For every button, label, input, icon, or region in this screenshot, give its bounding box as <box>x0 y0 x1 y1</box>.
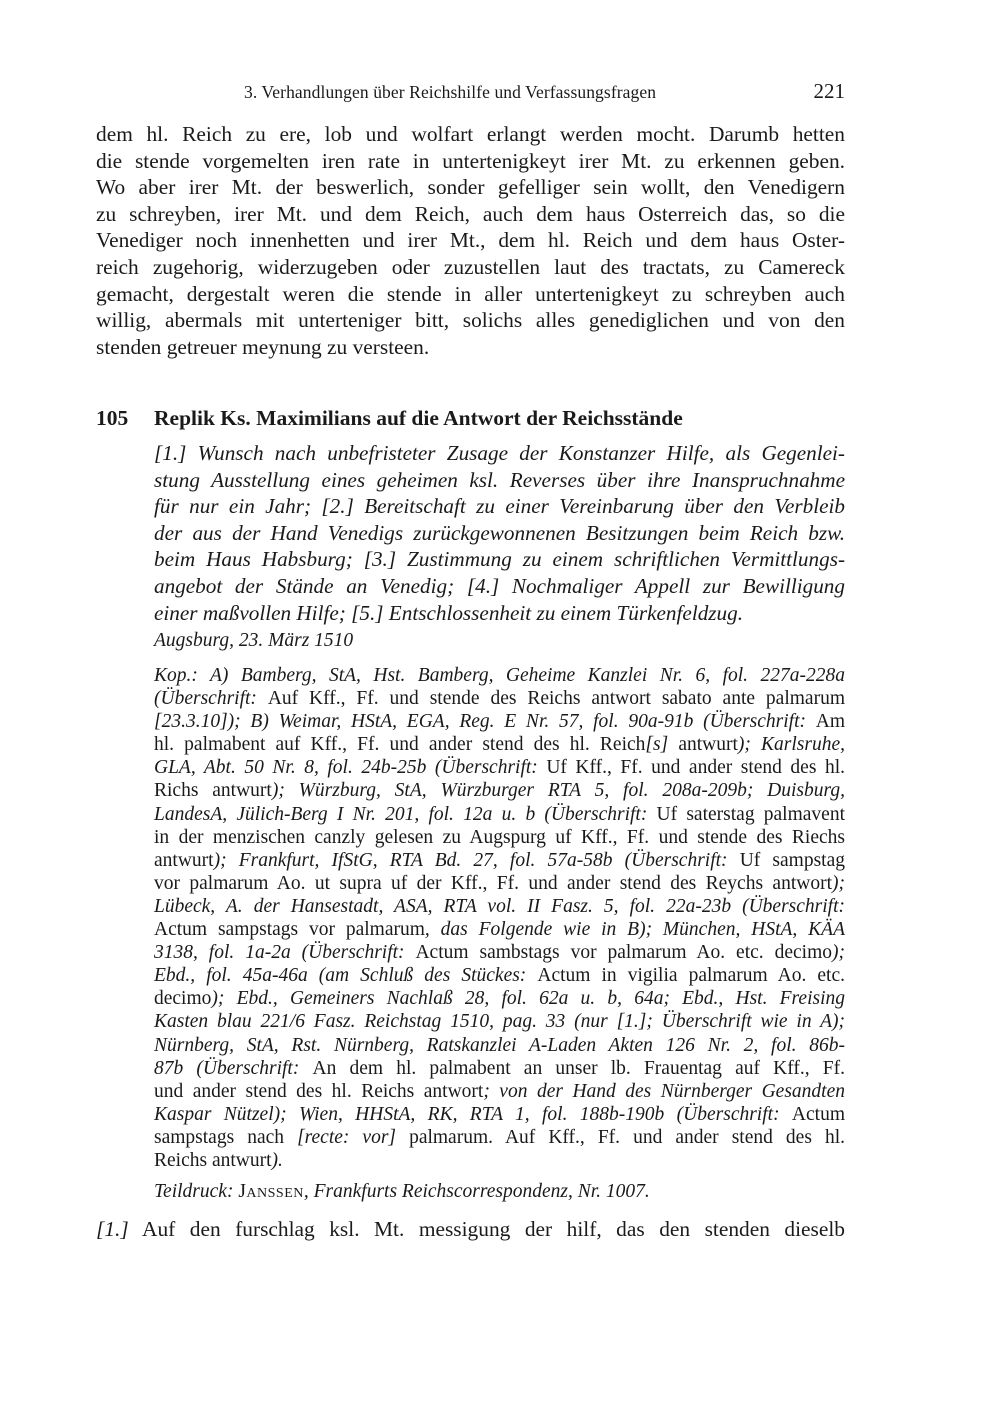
place-date: Augsburg, 23. März 1510 <box>154 630 354 651</box>
editorial-text: 3138, fol. 1a-2a (Überschrift: <box>154 942 416 964</box>
text-line: einer maßvollen Hilfe; [5.] Entschlossenheit zu einem Türkenfeldzug. <box>154 600 744 625</box>
quoted-text: Uf Kff., Ff. und ander stend des hl. <box>546 757 845 779</box>
source-line <box>154 1057 845 1080</box>
editorial-text: ). <box>271 1149 283 1171</box>
source-line <box>154 710 845 733</box>
source-line <box>154 1103 845 1126</box>
source-line <box>154 1034 845 1057</box>
running-head <box>96 79 845 106</box>
text-line: angebot der Stände an Venedig; [4.] Nochmaliger Appell zur Bewilligung <box>154 573 845 598</box>
teildruck-reference: , Frankfurts Reichscorrespondenz, Nr. 1007. <box>303 1181 650 1202</box>
teildruck-label: Teildruck: <box>154 1181 239 1202</box>
editorial-text: GLA, Abt. 50 Nr. 8, fol. 24b-25b (Überschrift: <box>154 757 547 779</box>
editorial-text: (Überschrift: <box>154 688 268 710</box>
editorial-text: ; von der Hand des Nürnberger Gesandten <box>483 1080 845 1102</box>
editorial-text: Ebd., fol. 45a-46a (am Schluß des Stückes: <box>154 965 538 987</box>
editorial-text: [s] <box>645 734 679 756</box>
quoted-text: und ander stend des hl. Reichs antwort <box>154 1080 484 1102</box>
quoted-text: An dem hl. palmabent an unser lb. Frauentag auf Kff., Ff. <box>312 1057 846 1079</box>
quoted-text: Richs antwurt <box>154 780 272 802</box>
source-line <box>154 1149 845 1172</box>
quoted-text: decimo <box>154 988 212 1010</box>
quoted-text: Am <box>815 711 845 733</box>
source-line <box>154 872 845 895</box>
editorial-text: ); Karlsruhe, <box>737 734 845 756</box>
regest <box>154 440 845 626</box>
text-line: die stende vorgemelten iren rate in untertenigkeyt irer Mt. zu erkennen geben. <box>96 148 845 173</box>
text-line-final <box>96 1217 845 1242</box>
editorial-text: , das Folgende wie in B); München, HStA, KÄA <box>424 919 845 941</box>
quoted-text: palmarum. Auf Kff., Ff. und ander stend des hl. <box>409 1126 845 1148</box>
text-line: dem hl. Reich zu ere, lob und wolfart erlangt werden mocht. Darumb hetten <box>96 122 845 146</box>
editorial-text: LandesA, Jülich-Berg I Nr. 201, fol. 12a u. b (Überschrift: <box>154 803 657 825</box>
text-line: Wo aber irer Mt. der beswerlich, sonder gefelliger sein wollt, den Venedigern <box>96 175 845 200</box>
opening-paragraph <box>96 121 845 360</box>
source-line <box>154 987 845 1010</box>
source-apparatus <box>154 664 845 1172</box>
source-line <box>154 664 845 687</box>
page-number: 221 <box>813 79 845 103</box>
quoted-text: Uf saterstag palmavent <box>656 803 845 825</box>
quoted-text: Reichs antwurt <box>154 1149 272 1171</box>
source-line <box>154 849 845 872</box>
document-number: 105 <box>96 406 129 430</box>
quoted-text: in der menzischen canzly gelesen zu Augspurg uf Kff., Ff. und stende des Riechs <box>154 826 845 848</box>
text-line: für nur ein Jahr; [2.] Bereitschaft zu einer Vereinbarung über den Verbleib <box>154 494 845 519</box>
text-line: stung Ausstellung eines geheimen ksl. Reverses über ihre Inanspruchnahme <box>154 467 845 492</box>
text-line: [1.] Wunsch nach unbefristeter Zusage der Konstanzer Hilfe, als Gegenlei- <box>154 441 845 465</box>
quoted-text: antwurt <box>154 849 214 871</box>
document-heading <box>96 406 845 431</box>
source-line <box>154 1010 845 1033</box>
source-line <box>154 687 845 710</box>
source-line <box>154 941 845 964</box>
editorial-text: ); Würzburg, StA, Würzburger RTA 5, fol. 208a-209b; Duisburg, <box>271 780 846 802</box>
editorial-text: Lübeck, A. der Hansestadt, ASA, RTA vol. II Fasz. 5, fol. 22a-23b (Überschrift: <box>154 895 845 917</box>
source-line <box>154 1126 845 1149</box>
running-title: 3. Verhandlungen über Reichshilfe und Verfassungsfragen <box>244 82 657 102</box>
editorial-text: Kasten blau 221/6 Fasz. Reichstag 1510, pag. 33 (nur [1.]; Überschrift wie in A); <box>154 1011 845 1033</box>
source-line <box>154 918 845 941</box>
editorial-text: Kop.: A) Bamberg, StA, Hst. Bamberg, Geheime Kanzlei Nr. 6, fol. 227a-228a <box>154 665 845 686</box>
quoted-text: Uf sampstag <box>739 849 845 871</box>
editorial-text: [23.3.10]); B) Weimar, HStA, EGA, Reg. E Nr. 57, fol. 90a-91b (Überschrift: <box>154 711 816 733</box>
source-line <box>154 733 845 756</box>
editorial-text: ); Frankfurt, IfStG, RTA Bd. 27, fol. 57a-58b (Überschrift: <box>213 849 740 871</box>
source-line <box>154 1080 845 1103</box>
quoted-text: Actum sambstags vor palmarum Ao. etc. decimo <box>415 942 832 964</box>
editorial-text: [recte: vor] <box>297 1126 410 1148</box>
editorial-text: ); <box>832 872 845 894</box>
quoted-text: Actum in vigilia palmarum Ao. etc. <box>537 965 845 987</box>
quoted-text: Actum sampstags vor palmarum <box>154 919 425 941</box>
source-line <box>154 895 845 918</box>
text-line: reich zugehorig, widerzugeben oder zuzustellen laut des tractats, zu Camereck <box>96 254 845 279</box>
source-line <box>154 756 845 779</box>
quoted-text: sampstags nach <box>154 1126 298 1148</box>
source-line <box>154 964 845 987</box>
quoted-text: vor palmarum Ao. ut supra uf der Kff., Ff. und ander stend des Reychs antwort <box>154 872 832 894</box>
text-line: Venediger noch innenhetten und irer Mt., dem hl. Reich und dem haus Oster- <box>96 228 845 253</box>
editorial-text: ); <box>832 942 845 964</box>
source-line <box>154 826 845 849</box>
text-line: gemacht, dergestalt weren die stende in aller untertenigkeyt zu schreyben auch <box>96 281 845 306</box>
quoted-text: hl. palmabent auf Kff., Ff. und ander stend des hl. Reich <box>154 734 646 756</box>
source-line <box>154 803 845 826</box>
quoted-text: Auf Kff., Ff. und stende des Reichs antwort sabato ante palmarum <box>267 688 845 710</box>
quoted-text: antwurt <box>678 734 738 756</box>
text-line: der aus der Hand Venedigs zurückgewonnenen Besitzungen beim Reich bzw. <box>154 520 845 545</box>
editorial-text: ); Ebd., Gemeiners Nachlaß 28, fol. 62a u. b, 64a; Ebd., Hst. Freising <box>211 988 845 1010</box>
text-line: zu schreyben, irer Mt. und dem Reich, auch dem haus Osterreich das, so die <box>96 201 845 226</box>
text-line: beim Haus Habsburg; [3.] Zustimmung zu einem schriftlichen Vermittlungs- <box>154 547 845 572</box>
final-line-text: Auf den furschlag ksl. Mt. messigung der hilf, das den stenden dieselb <box>128 1217 845 1241</box>
teildruck-author: Janssen <box>238 1181 304 1202</box>
teildruck-note <box>154 1181 845 1203</box>
editorial-text: Nürnberg, StA, Rst. Nürnberg, Ratskanzlei A-Laden Akten 126 Nr. 2, fol. 86b- <box>154 1034 845 1056</box>
document-title: Replik Ks. Maximilians auf die Antwort der Reichsstände <box>154 406 683 430</box>
text-line: stenden getreuer meynung zu versteen. <box>96 334 430 359</box>
source-line <box>154 779 845 802</box>
text-line: willig, abermals mit unterteniger bitt, solichs alles genediglichen und von den <box>96 308 845 333</box>
quoted-text: Actum <box>791 1103 845 1125</box>
editorial-text: 87b (Überschrift: <box>154 1057 313 1079</box>
section-marker: [1.] <box>96 1217 129 1241</box>
editorial-text: Kaspar Nützel); Wien, HHStA, RK, RTA 1, fol. 188b-190b (Überschrift: <box>154 1103 792 1125</box>
